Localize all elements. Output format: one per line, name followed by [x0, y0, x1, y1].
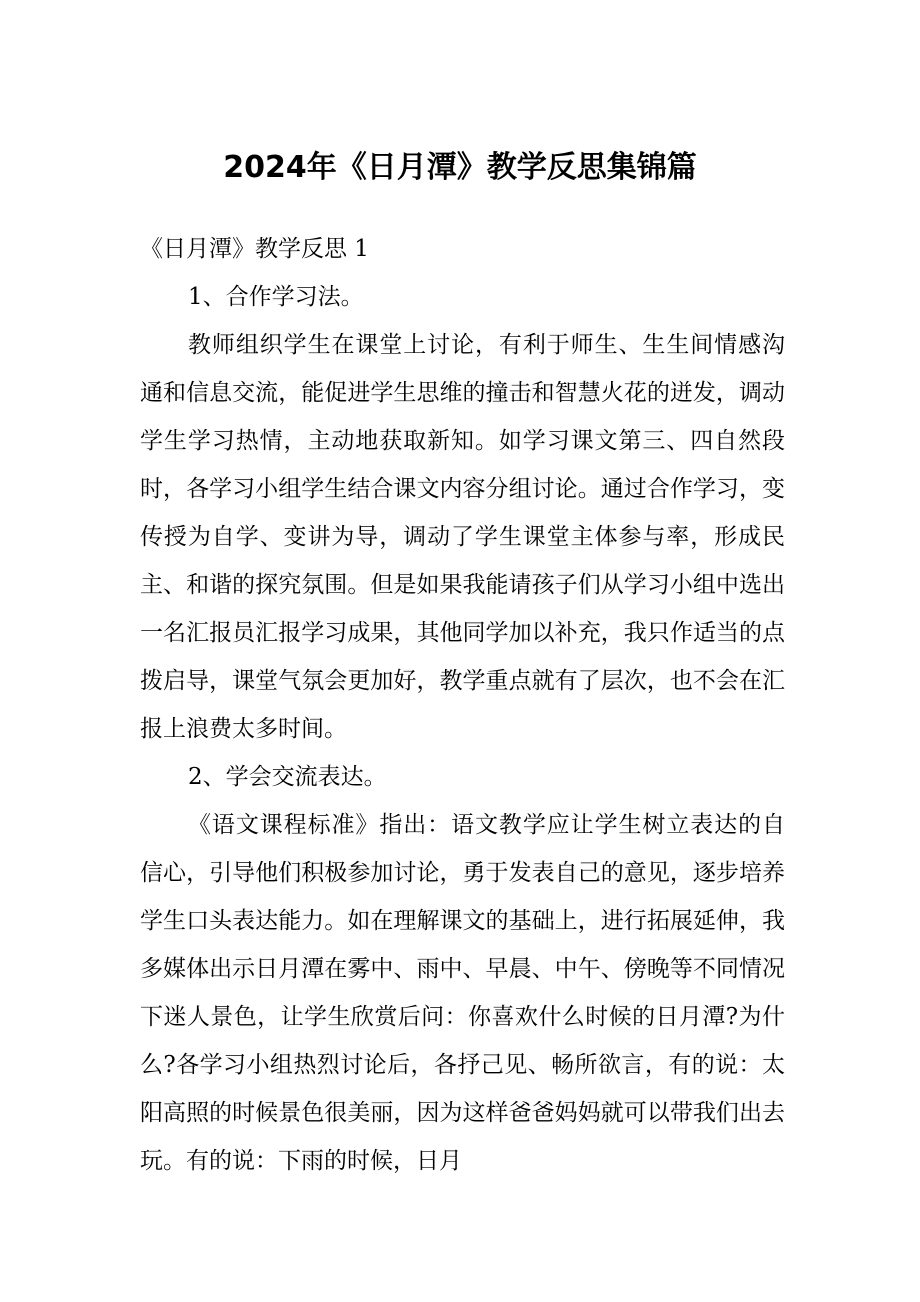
paragraph-heading-2: 2、学会交流表达。: [188, 764, 387, 790]
document-body: [140, 225, 785, 1185]
document-title: 2024年《日月潭》教学反思集锦篇: [223, 150, 697, 185]
section-heading: 《日月潭》教学反思 1: [140, 236, 369, 262]
paragraph-body-2: 《语文课程标准》指出：语文教学应让学生树立表达的自信心，引导他们积极参加讨论，勇于发表自己的意见，逐步培养学生口头表达能力。如在理解课文的基础上，进行拓展延伸，我多媒体出示日月潭在雾中、雨中、早晨、中午、傍晚等不同情况下迷人景色，让学生欣赏后问：你喜欢什么时候的日月潭?为什么?各学习小组热烈讨论后，各抒己见、畅所欲言，有的说：太阳高照的时候景色很美丽，因为这样爸爸妈妈就可以带我们出去玩。有的说：下雨的时候，日月: [140, 812, 785, 1174]
paragraph-body-1: 教师组织学生在课堂上讨论，有利于师生、生生间情感沟通和信息交流，能促进学生思维的撞击和智慧火花的迸发，调动学生学习热情，主动地获取新知。如学习课文第三、四自然段时，各学习小组学生结合课文内容分组讨论。通过合作学习，变传授为自学、变讲为导，调动了学生课堂主体参与率，形成民主、和谐的探究氛围。但是如果我能请孩子们从学习小组中选出一名汇报员汇报学习成果，其他同学加以补充，我只作适当的点拨启导，课堂气氛会更加好，教学重点就有了层次，也不会在汇报上浪费太多时间。: [140, 332, 785, 742]
paragraph-heading-1: 1、合作学习法。: [188, 284, 364, 310]
